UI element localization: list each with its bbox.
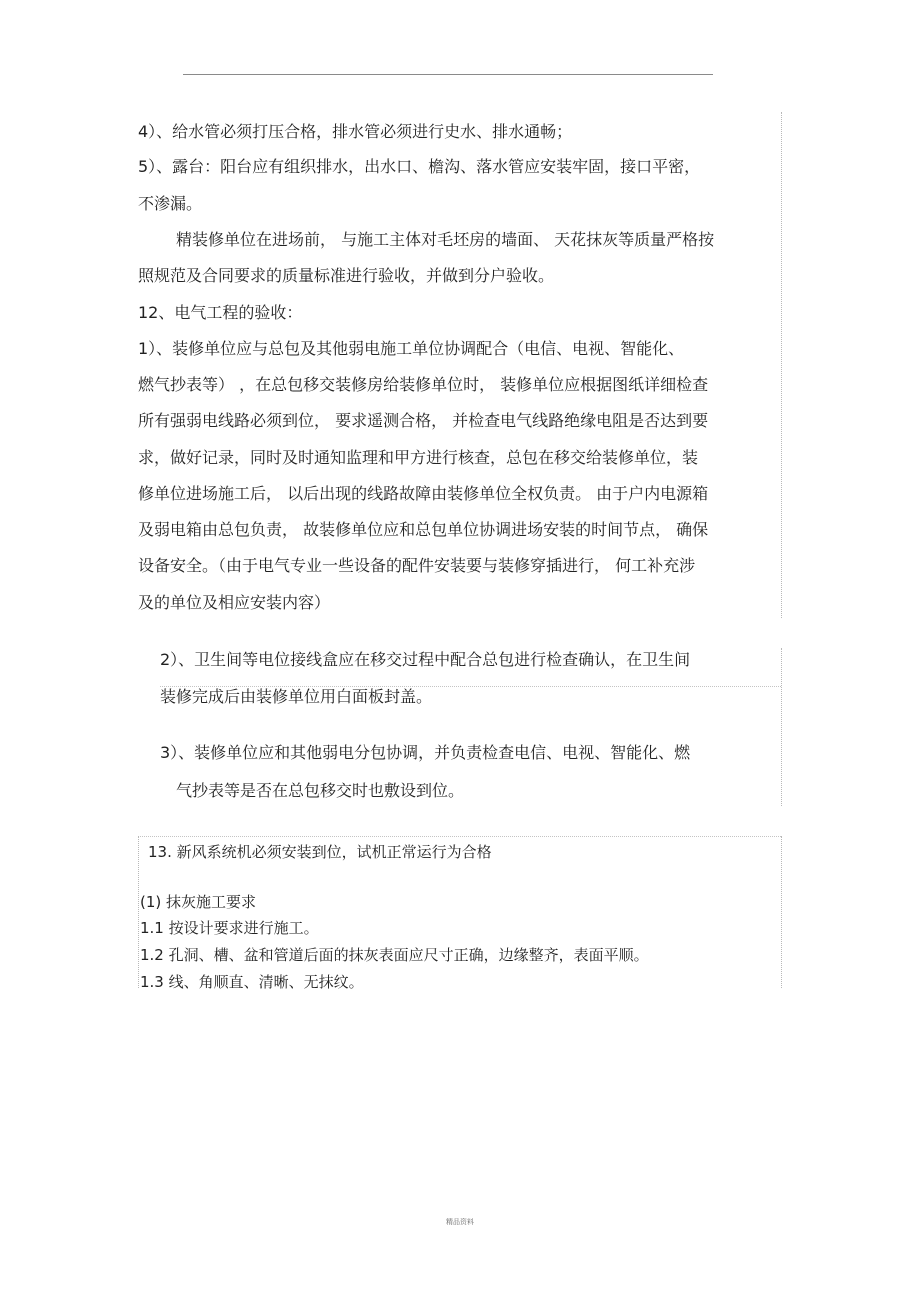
- box-border-right: [781, 112, 782, 618]
- text-line: 及的单位及相应安装内容）: [138, 593, 331, 612]
- header-rule: [183, 74, 713, 75]
- text-line: 燃气抄表等） ，在总包移交装修房给装修单位时， 装修单位应根据图纸详细检查: [138, 375, 709, 394]
- text-line: 2）、卫生间等电位接线盒应在移交过程中配合总包进行检查确认，在卫生间: [160, 650, 691, 669]
- text-line: 设备安全。（由于电气专业一些设备的配件安装要与装修穿插进行， 何工补充涉: [138, 556, 696, 575]
- box-border-left: [138, 836, 139, 988]
- text-line: 不渗漏。: [138, 194, 203, 213]
- text-line: 所有强弱电线路必须到位， 要求遥测合格， 并检查电气线路绝缘电阻是否达到要: [138, 411, 709, 430]
- box-border-right: [781, 648, 782, 806]
- text-line: 装修完成后由装修单位用白面板封盖。: [160, 687, 433, 706]
- box-border-right: [781, 836, 782, 988]
- text-line: 及弱电箱由总包负责， 故装修单位应和总包单位协调进场安装的时间节点， 确保: [138, 520, 709, 539]
- text-line: 5）、露台：阳台应有组织排水，出水口、檐沟、落水管应安装牢固，接口平密，: [138, 157, 701, 176]
- text-line: 3）、装修单位应和其他弱电分包协调，并负责检查电信、电视、智能化、燃: [160, 743, 691, 762]
- text-line: 照规范及合同要求的质量标准进行验收，并做到分户验收。: [138, 266, 555, 285]
- text-line: 1）、装修单位应与总包及其他弱电施工单位协调配合（电信、电视、智能化、: [138, 339, 685, 358]
- footer-label: 精品资料: [446, 1218, 474, 1226]
- text-line: 1.1 按设计要求进行施工。: [140, 919, 319, 937]
- text-line: 修单位进场施工后， 以后出现的线路故障由装修单位全权负责。 由于户内电源箱: [138, 484, 709, 503]
- box-border-top: [138, 836, 781, 837]
- text-line: 求，做好记录，同时及时通知监理和甲方进行核查，总包在移交给装修单位，装: [138, 448, 699, 467]
- text-line: 1.3 线、角顺直、清晰、无抹纹。: [140, 973, 364, 991]
- text-line: 12、电气工程的验收：: [138, 303, 303, 322]
- text-line: 4）、给水管必须打压合格，排水管必须进行史水、排水通畅；: [138, 122, 573, 141]
- text-line: 气抄表等是否在总包移交时也敷设到位。: [176, 781, 465, 800]
- text-line: 13. 新风系统机必须安装到位，试机正常运行为合格: [148, 843, 492, 861]
- text-line: 1.2 孔洞、槽、盆和管道后面的抹灰表面应尺寸正确，边缘整齐，表面平顺。: [140, 946, 649, 964]
- text-line: 精装修单位在进场前， 与施工主体对毛坯房的墙面、 天花抹灰等质量严格按: [176, 230, 715, 249]
- text-line: (1) 抹灰施工要求: [140, 893, 257, 911]
